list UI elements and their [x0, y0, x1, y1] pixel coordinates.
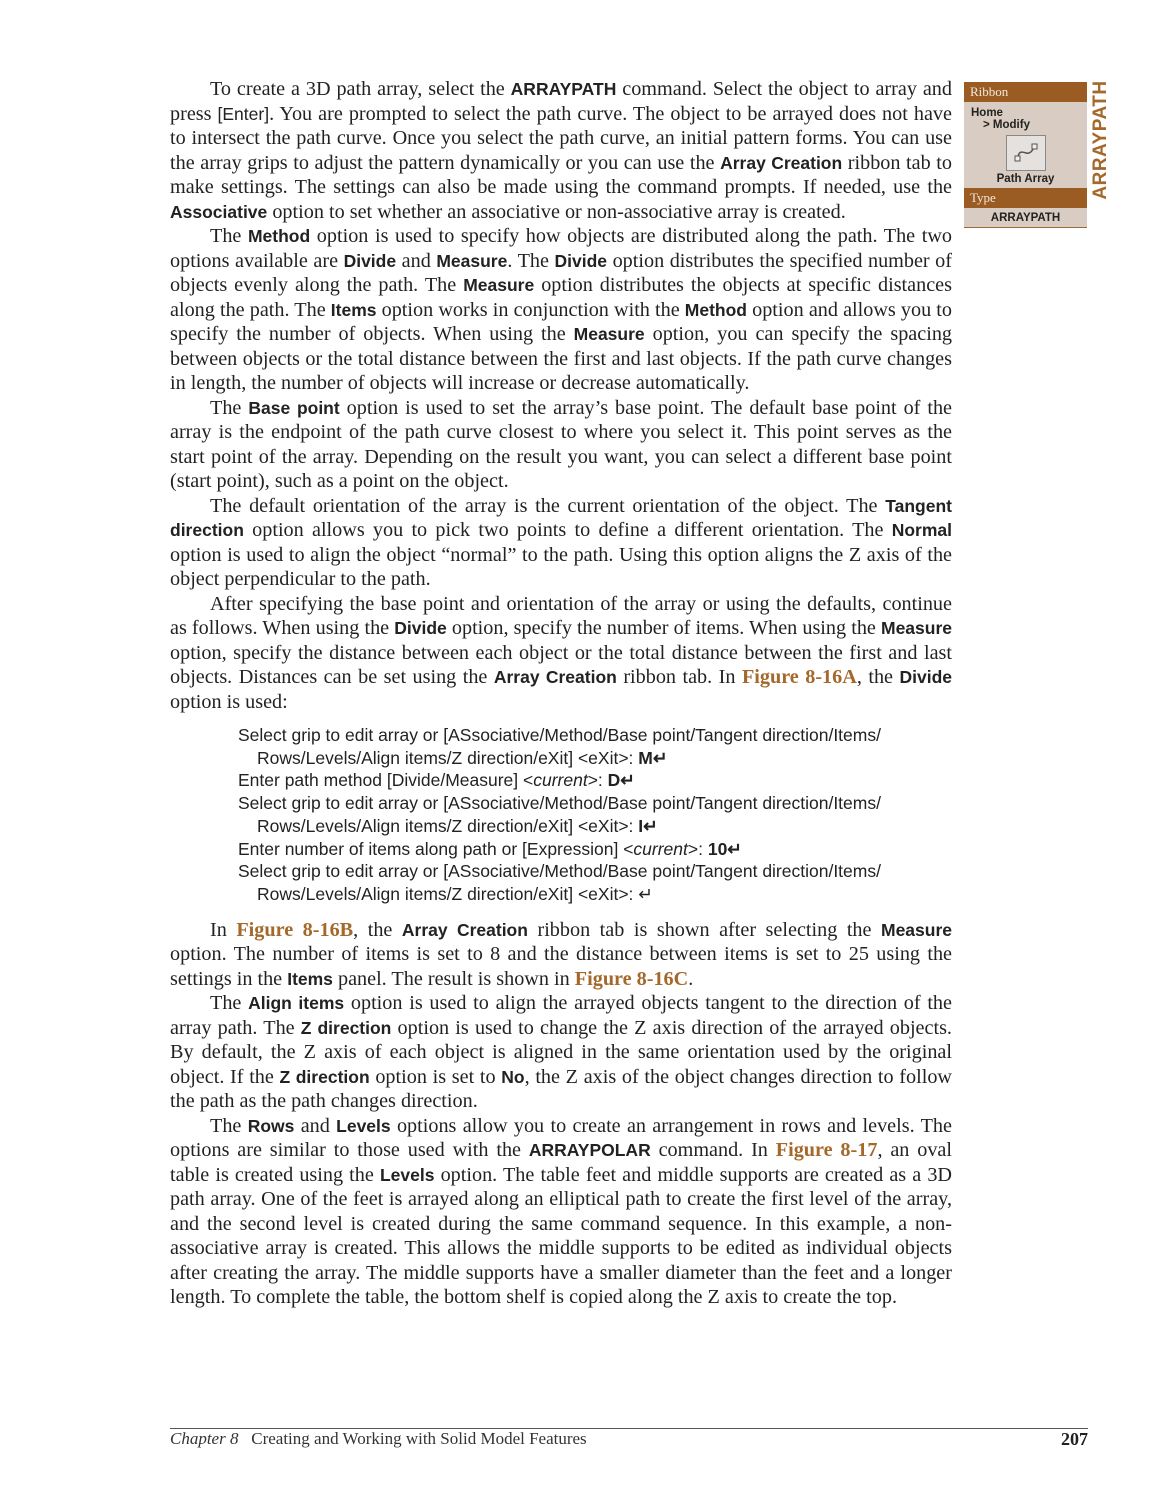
text-run: The — [210, 396, 249, 419]
paragraph — [170, 494, 952, 592]
paragraph — [170, 991, 952, 1114]
bold-term: Measure — [881, 618, 953, 638]
command-text: Enter path method [Divide/Measure] < — [238, 770, 534, 791]
ribbon-sidebar-box — [964, 82, 1087, 228]
bold-term: Method — [684, 299, 747, 320]
figure-reference[interactable]: Figure 8-16A — [741, 666, 857, 688]
text-run: option allows you to pick two points to define a different orientation. The — [243, 519, 892, 541]
text-run: option is used to align the arrayed objects tangent to the direction of the array path. The — [170, 992, 952, 1039]
text-run: option distributes the objects at specific distances along the path. The — [170, 274, 952, 321]
figure-reference[interactable]: Figure 8-16C — [574, 967, 689, 990]
bold-term: Divide — [343, 250, 397, 271]
text-run: option works in conjunction with the — [376, 298, 685, 321]
footer-chapter-title: Creating and Working with Solid Model Features — [251, 1429, 587, 1448]
text-run: option is used to change the Z axis direction of the arrayed objects. By default, the Z axis of each object is aligned in the same orientation used by the original object. If the — [170, 1016, 952, 1088]
bold-term: ARRAYPOLAR — [528, 1140, 651, 1161]
text-run: ribbon tab is shown after selecting the — [527, 918, 881, 941]
vertical-title-text: ARRAYPATH — [1090, 79, 1111, 200]
ribbon-header: Ribbon — [964, 82, 1087, 102]
text-run: option, specify the number of items. When using the — [446, 617, 881, 639]
text-run: , the — [856, 666, 900, 688]
bold-term: Rows — [247, 1115, 295, 1136]
command-line — [238, 792, 952, 837]
text-run: option. The table feet and middle supports are created as a 3D path array. One of the feet is arrayed along an elliptical path to create the first level of the array, and the second level is created during the same command sequence. In this example, a non-associative array is created. This allows the middle supports to be edited as individual objects after creating the array. The middle supports have a smaller diameter than the feet and a longer length. To complete the table, the bottom shelf is copied along the Z axis to create the top. — [170, 1163, 952, 1309]
text-run: command. In — [650, 1139, 776, 1162]
text-run: option and allows you to specify the number of objects. When using the — [170, 298, 952, 345]
text-run: In — [210, 918, 237, 941]
text-run: panel. The result is shown in — [332, 967, 575, 990]
bold-term: Levels — [336, 1115, 391, 1136]
main-text-column — [170, 77, 952, 1310]
text-run: . The — [507, 249, 555, 272]
bold-term: D↵ — [607, 770, 635, 791]
bold-term: 10↵ — [707, 838, 742, 859]
figure-reference[interactable]: Figure 8-17 — [775, 1139, 878, 1162]
bold-term: Normal — [891, 520, 952, 540]
bold-term: ARRAYPATH — [510, 79, 617, 99]
text-run: , the Z axis of the object changes direction to follow the path as the path changes direction. — [170, 1065, 953, 1113]
text-run: , an oval table is created using the — [170, 1139, 952, 1186]
text-run: option distributes the specified number of objects evenly along the path. The — [170, 249, 952, 296]
bold-term: No — [501, 1066, 525, 1087]
text-run: The — [210, 992, 249, 1015]
command-line — [238, 838, 952, 861]
bold-term: Associative — [170, 201, 268, 222]
bold-term: Z direction — [279, 1066, 370, 1087]
bold-term: Measure — [573, 324, 645, 344]
text-run: The default orientation of the array is the current orientation of the object. The — [210, 494, 886, 517]
paragraph — [170, 592, 952, 715]
bold-term: Base point — [248, 397, 340, 418]
bold-term: Method — [247, 226, 311, 246]
paragraphs-before — [170, 77, 952, 714]
ribbon-tab-home: Home — [971, 107, 1003, 119]
text-run: option. The number of items is set to 8 and the distance between items is set to 25 using the settings in the — [170, 943, 952, 990]
paragraphs-after — [170, 918, 952, 1310]
bold-term: Align items — [248, 993, 345, 1014]
text-run: After specifying the base point and orientation of the array or using the defaults, continue as follows. When using the — [170, 592, 952, 639]
command-sequence — [238, 724, 952, 906]
command-text: Select grip to edit array or [ASsociative/Method/Base point/Tangent direction/Items/ Rows/Levels/Align items/Z direction/eXit] <eXit>: — [238, 793, 881, 836]
text-run: and — [294, 1114, 337, 1137]
bold-term: Measure — [463, 275, 535, 295]
ribbon-panel-modify: > Modify — [983, 119, 1030, 131]
text-run: option is used to specify how objects are distributed along the path. The two options available are — [170, 225, 953, 272]
paragraph — [170, 77, 952, 224]
bold-term: Measure — [881, 919, 953, 940]
bold-term: Items — [330, 299, 377, 320]
text-run: ribbon tab. In — [616, 666, 742, 688]
paragraph — [170, 1114, 952, 1310]
bold-term: Items — [287, 968, 333, 989]
bold-term: Z direction — [300, 1017, 392, 1038]
text-run: . You are prompted to select the path curve. The object to be arrayed does not have to intersect the path curve. Once you select the path curve, an initial pattern forms. You can use the array grips to adjust the pattern dynamically or you can use the — [170, 102, 952, 174]
text-run: The — [210, 1114, 248, 1137]
text-run: option, specify the distance between each object or the total distance between the first and last objects. Distances can be set using the — [170, 641, 952, 688]
text-run: options allow you to create an arrangement in rows and levels. The options are similar to those used with the — [170, 1114, 952, 1162]
bold-term: Measure — [436, 250, 508, 271]
bold-term: Array Creation — [493, 667, 617, 687]
paragraph — [170, 224, 952, 396]
bold-term: I↵ — [638, 815, 658, 836]
path-array-label: Path Array — [996, 173, 1055, 185]
vertical-title — [1090, 79, 1112, 200]
bold-term: Divide — [899, 667, 952, 687]
command-text: Select grip to edit array or [ASsociative/Method/Base point/Tangent direction/Items/ Rows/Levels/Align items/Z direction/eXit] <eXit>: — [238, 725, 881, 768]
text-run: option is used to align the object “normal” to the path. Using this option aligns the Z axis of the object perpendicular to the path. — [170, 543, 952, 590]
bold-term: M↵ — [638, 747, 668, 768]
bold-term: Array Creation — [720, 152, 843, 173]
text-run: option is used: — [170, 690, 288, 713]
command-text: >: — [587, 770, 608, 791]
paragraph — [170, 396, 952, 494]
type-command: ARRAYPATH — [990, 212, 1061, 224]
text-run: The — [210, 225, 248, 247]
text-run: option to set whether an associative or non-associative array is created. — [267, 200, 846, 223]
bold-term: Levels — [379, 1164, 435, 1185]
page-number: 207 — [1061, 1429, 1088, 1449]
command-text: Select grip to edit array or [ASsociative/Method/Base point/Tangent direction/Items/ Rows/Levels/Align items/Z direction/eXit] <eXit>: ↵ — [238, 861, 881, 904]
bold-term: Array Creation — [401, 919, 528, 940]
text-run: command. Select the object to array and press — [170, 78, 952, 125]
command-text: [Enter] — [217, 103, 270, 124]
text-run: option is used to set the array’s base point. The default base point of the array is the endpoint of the path curve closest to where you select it. This point serves as the start point of the array. Depending on the result you want, you can select a different base point (start point), such as a point on the object. — [170, 396, 952, 492]
italic-text: current — [533, 770, 588, 791]
italic-text: current — [633, 838, 688, 859]
command-line — [238, 724, 952, 769]
text-run: option, you can specify the spacing between objects or the total distance between the first and last objects. If the path curve changes in length, the number of objects will increase or decrease automatically. — [170, 323, 953, 394]
command-line — [238, 860, 952, 905]
command-text: >: — [687, 838, 708, 859]
text-run: To create a 3D path array, select the — [210, 78, 511, 100]
paragraph — [170, 918, 952, 992]
page-footer — [170, 1429, 1088, 1449]
bold-term: Tangent direction — [170, 495, 952, 540]
footer-chapter: Chapter 8 — [170, 1429, 239, 1448]
bold-term: Divide — [394, 618, 447, 638]
text-run: and — [396, 249, 437, 272]
text-run: option is set to — [369, 1065, 502, 1088]
text-run: ribbon tab to make settings. The settings can also be made using the command prompts. If needed, use the — [170, 151, 953, 198]
path-array-icon — [1006, 135, 1046, 171]
command-line — [238, 769, 952, 792]
type-header: Type — [964, 188, 1087, 208]
bold-term: Divide — [554, 250, 608, 271]
text-run: , the — [353, 918, 402, 941]
figure-reference[interactable]: Figure 8-16B — [236, 918, 354, 941]
command-text: Enter number of items along path or [Expression] < — [238, 838, 634, 859]
text-run: . — [688, 967, 694, 990]
